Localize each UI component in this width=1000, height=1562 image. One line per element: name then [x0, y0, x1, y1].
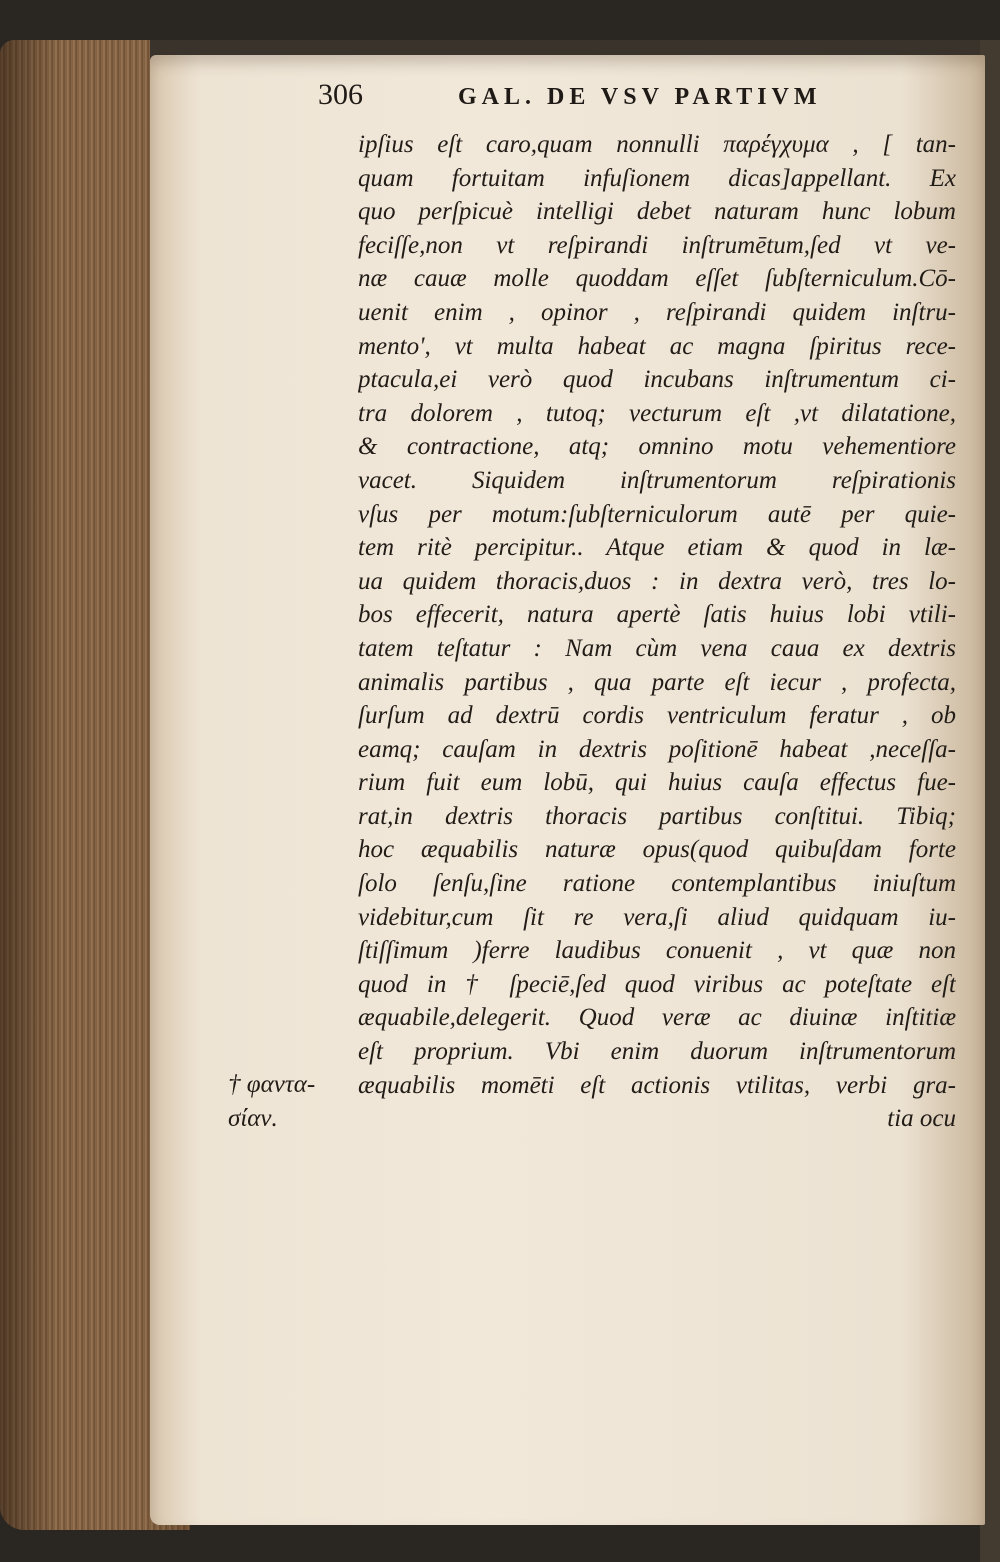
text-line: vacet. Siquidem inſtrumentorum reſpirationis — [358, 466, 956, 494]
text-line: eſt proprium. Vbi enim duorum inſtrumentorum — [358, 1038, 956, 1066]
text-line: rium fuit eum lobū, qui huius cauſa effectus fue- — [358, 769, 956, 797]
text-line: ua quidem thoracis,duos : in dextra verò, tres lo- — [358, 567, 956, 595]
text-line: ſtiſſimum )ferre laudibus conuenit , vt quæ non — [358, 937, 956, 965]
page-header — [318, 78, 878, 122]
catchword: tia ocu — [887, 1105, 956, 1133]
text-line: ipſius eſt caro,quam nonnulli παρέγχυμα , [ tan- — [358, 131, 956, 158]
text-line: eamq; cauſam in dextris poſitionē habeat ,neceſſa- — [358, 735, 956, 763]
text-line: videbitur,cum ſit re vera,ſi aliud quidquam iu- — [358, 903, 956, 931]
text-line: rat,in dextris thoracis partibus conſtitui. Tibiq; — [358, 802, 956, 830]
text-line: feciſſe,non vt reſpirandi inſtrumētum,ſed vt ve- — [358, 231, 956, 259]
text-line: uenit enim , opinor , reſpirandi quidem inſtru- — [358, 298, 956, 326]
text-line: & contractione, atq; omnino motu vehementiore — [358, 433, 956, 461]
text-line: ſurſum ad dextrū cordis ventriculum feratur , ob — [358, 702, 956, 730]
running-title: GAL. DE VSV PARTIVM — [458, 84, 822, 110]
text-line: tatem teſtatur : Nam cùm vena caua ex dextris — [358, 634, 956, 662]
text-line: ptacula,ei verò quod incubans inſtrumentum ci- — [358, 366, 956, 394]
text-line: quod in † ſpeciē,ſed quod viribus ac poteſtate eſt — [358, 970, 956, 998]
margin-note-line: σίαν. — [228, 1104, 278, 1132]
text-line: ſolo ſenſu,ſine ratione contemplantibus iniuſtum — [358, 870, 956, 898]
text-line: quam fortuitam infuſionem dicas]appellant. Ex — [358, 164, 956, 192]
text-line: æquabile,delegerit. Quod veræ ac diuinæ inſtitiæ — [358, 1004, 956, 1032]
page-number: 306 — [318, 78, 363, 111]
body-text — [358, 128, 956, 1136]
text-line: næ cauæ molle quoddam eſſet ſubſterniculum.Cō- — [358, 265, 956, 293]
text-line: animalis partibus , qua parte eſt iecur , profecta, — [358, 668, 956, 696]
text-line: tra dolorem , tutoq; vecturum eſt ,vt dilatatione, — [358, 399, 956, 427]
margin-note — [228, 1068, 358, 1135]
text-line: mento', vt multa habeat ac magna ſpiritus rece- — [358, 332, 956, 360]
text-line: quo perſpicuè intelligi debet naturam hunc lobum — [358, 198, 956, 226]
text-line: æquabilis momēti eſt actionis vtilitas, verbi gra- — [358, 1071, 956, 1099]
margin-note-line: † φαντα- — [228, 1071, 316, 1098]
text-line: vſus per motum:ſubſterniculorum autē per quie- — [358, 500, 956, 528]
text-line: bos effecerit, natura apertè ſatis huius lobi vtili- — [358, 601, 956, 629]
text-line: tem ritè percipitur.. Atque etiam & quod in læ- — [358, 534, 956, 562]
text-line: hoc æquabilis naturæ opus(quod quibuſdam forte — [358, 836, 956, 864]
